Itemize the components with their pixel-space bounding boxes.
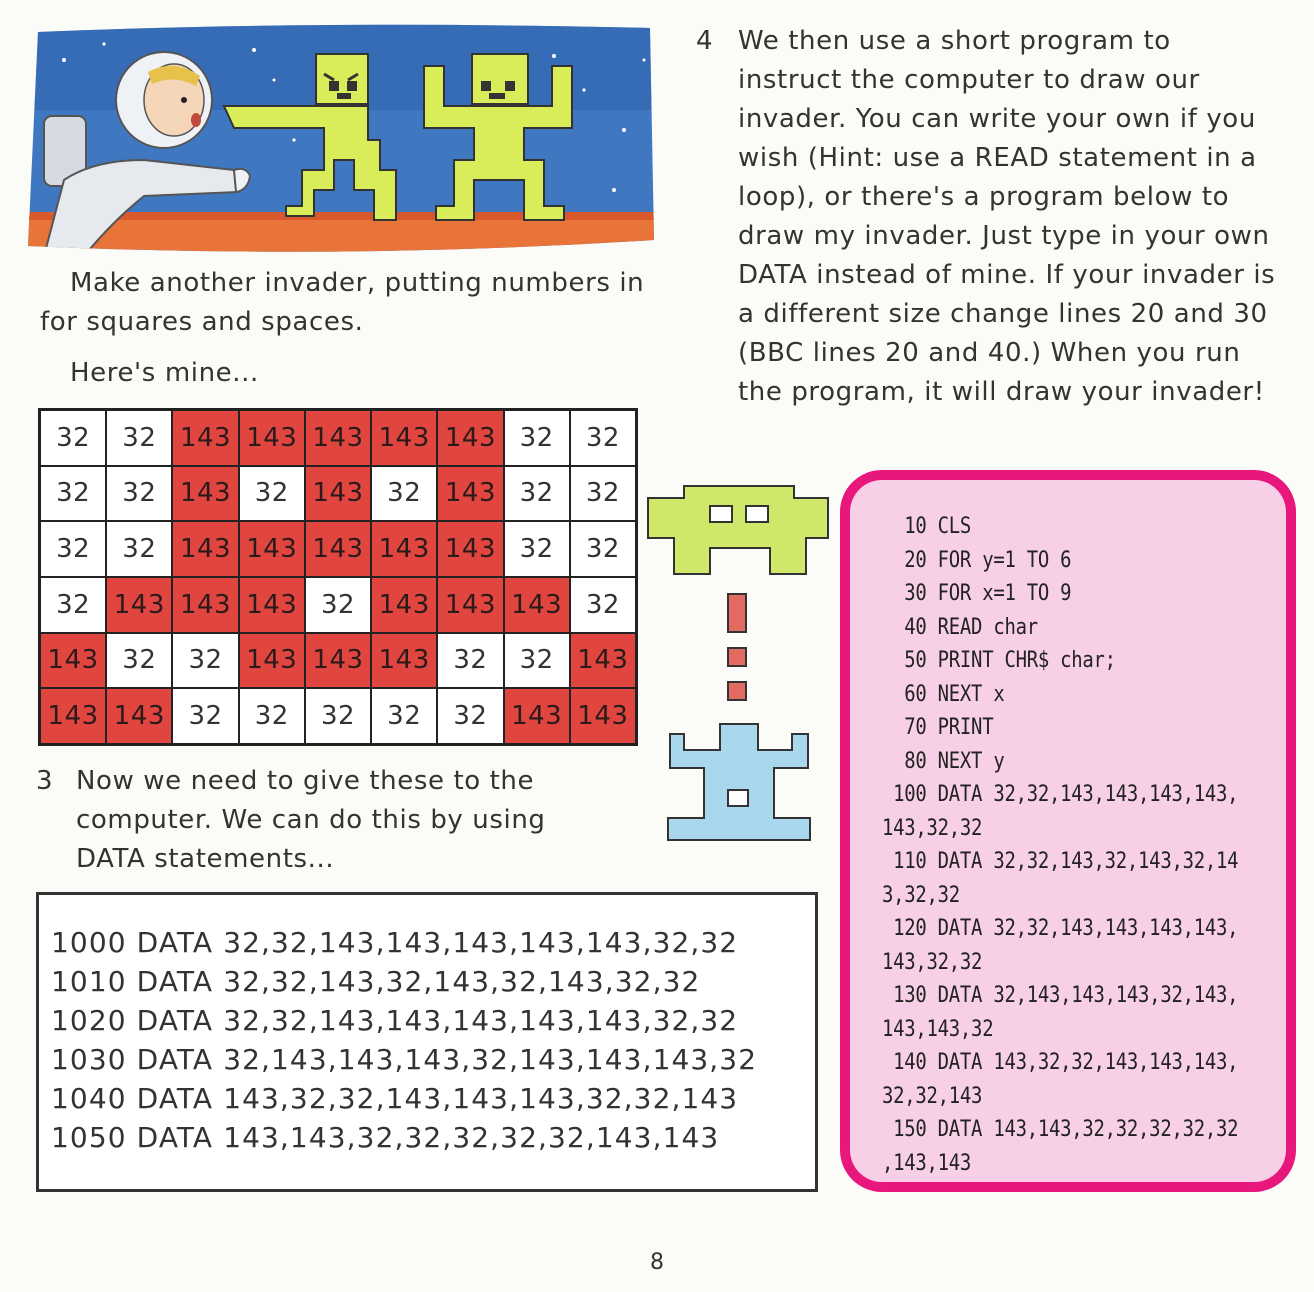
grid-cell: 32 xyxy=(107,634,171,688)
step-4-line: the program, it will draw your invader! xyxy=(738,377,1265,407)
shot-icon xyxy=(728,682,746,700)
grid-cell: 143 xyxy=(372,578,436,632)
program-line: 40 READ char xyxy=(882,614,1038,640)
program-line: 30 FOR x=1 TO 9 xyxy=(882,581,1072,606)
shot-icon xyxy=(728,648,746,666)
program-line: 10 CLS xyxy=(882,514,972,539)
grid-cell: 143 xyxy=(240,411,304,465)
grid-cell: 143 xyxy=(438,411,502,465)
step-4-text xyxy=(738,22,1298,412)
step-4-line: wish (Hint: use a READ statement in a xyxy=(738,143,1257,173)
program-line: ,143,143 xyxy=(882,1150,972,1176)
grid-cell: 32 xyxy=(41,578,105,632)
grid-cell: 143 xyxy=(372,634,436,688)
step-4-line: We then use a short program to xyxy=(738,26,1171,56)
program-line: 50 PRINT CHR$ char; xyxy=(882,648,1116,673)
grid-cell: 32 xyxy=(41,467,105,521)
program-line: 32,32,143 xyxy=(882,1083,983,1109)
grid-cell: 143 xyxy=(571,689,635,743)
grid-cell: 32 xyxy=(107,522,171,576)
data-statement-line: 1020 DATA 32,32,143,143,143,143,143,32,32 xyxy=(51,1004,739,1037)
program-listing-box xyxy=(840,470,1296,1192)
grid-cell: 32 xyxy=(41,411,105,465)
grid-cell: 143 xyxy=(41,634,105,688)
step-4-line: (BBC lines 20 and 40.) When you run xyxy=(738,338,1241,368)
program-line: 143,32,32 xyxy=(882,949,983,975)
program-line: 150 DATA 143,143,32,32,32,32,32 xyxy=(882,1117,1239,1142)
program-line: 130 DATA 32,143,143,143,32,143, xyxy=(882,983,1239,1008)
grid-cell: 143 xyxy=(306,634,370,688)
grid-cell: 143 xyxy=(173,467,237,521)
heres-mine-label: Here's mine... xyxy=(70,358,259,388)
data-statement-line: 1050 DATA 143,143,32,32,32,32,32,143,143 xyxy=(51,1121,720,1154)
grid-cell: 32 xyxy=(306,578,370,632)
grid-cell: 32 xyxy=(372,467,436,521)
invader-number-grid xyxy=(38,408,638,746)
data-statement-line: 1010 DATA 32,32,143,32,143,32,143,32,32 xyxy=(51,965,701,998)
grid-cell: 32 xyxy=(571,467,635,521)
program-line: 20 FOR y=1 TO 6 xyxy=(882,547,1072,573)
program-line: 110 DATA 32,32,143,32,143,32,14 xyxy=(882,849,1239,874)
grid-cell: 143 xyxy=(438,578,502,632)
data-statement-line: 1040 DATA 143,32,32,143,143,143,32,32,143 xyxy=(51,1082,739,1115)
data-statements-box xyxy=(36,892,818,1192)
program-line: 143,143,32 xyxy=(882,1016,994,1042)
grid-cell: 32 xyxy=(438,689,502,743)
green-invader-icon xyxy=(648,486,828,574)
invader-pixel-art xyxy=(644,478,834,848)
step-4-line: instruct the computer to draw our xyxy=(738,65,1200,95)
grid-cell: 32 xyxy=(505,411,569,465)
grid-cell: 143 xyxy=(505,578,569,632)
grid-cell: 32 xyxy=(372,689,436,743)
shot-icon xyxy=(728,594,746,632)
astronaut-invaders-illustration xyxy=(24,20,656,256)
grid-cell: 143 xyxy=(306,467,370,521)
step-3-line: DATA statements... xyxy=(76,844,335,874)
step-3-line: computer. We can do this by using xyxy=(76,805,546,835)
grid-cell: 143 xyxy=(306,522,370,576)
grid-cell: 143 xyxy=(372,411,436,465)
grid-cell: 32 xyxy=(240,467,304,521)
grid-cell: 143 xyxy=(306,411,370,465)
grid-cell: 32 xyxy=(505,634,569,688)
program-line: 70 PRINT xyxy=(882,715,994,740)
step-4-line: DATA instead of mine. If your invader is xyxy=(738,260,1276,290)
grid-cell: 143 xyxy=(107,689,171,743)
step-4-number: 4 xyxy=(696,26,714,56)
step-3-line: Now we need to give these to the xyxy=(76,766,535,796)
grid-cell: 143 xyxy=(240,634,304,688)
grid-cell: 32 xyxy=(438,634,502,688)
grid-cell: 32 xyxy=(571,578,635,632)
program-line: 60 NEXT x xyxy=(882,681,1005,707)
grid-cell: 143 xyxy=(438,522,502,576)
program-line: 80 NEXT y xyxy=(882,748,1005,774)
grid-cell: 143 xyxy=(107,578,171,632)
step-4-line: loop), or there's a program below to xyxy=(738,182,1230,212)
grid-cell: 143 xyxy=(438,467,502,521)
grid-cell: 143 xyxy=(41,689,105,743)
grid-cell: 143 xyxy=(372,522,436,576)
grid-cell: 32 xyxy=(571,411,635,465)
grid-cell: 143 xyxy=(571,634,635,688)
grid-cell: 32 xyxy=(505,522,569,576)
grid-cell: 143 xyxy=(240,578,304,632)
data-statement-line: 1000 DATA 32,32,143,143,143,143,143,32,32 xyxy=(51,926,739,959)
step-3-text xyxy=(76,762,616,879)
grid-cell: 143 xyxy=(173,578,237,632)
grid-cell: 143 xyxy=(173,411,237,465)
step-3-number: 3 xyxy=(36,766,54,796)
grid-cell: 32 xyxy=(173,689,237,743)
page-number: 8 xyxy=(650,1250,664,1275)
grid-cell: 143 xyxy=(173,522,237,576)
grid-cell: 32 xyxy=(41,522,105,576)
grid-cell: 143 xyxy=(240,522,304,576)
step-4-line: invader. You can write your own if you xyxy=(738,104,1256,134)
blue-ship-icon xyxy=(668,724,810,840)
grid-cell: 32 xyxy=(505,467,569,521)
grid-cell: 143 xyxy=(505,689,569,743)
program-line: 120 DATA 32,32,143,143,143,143, xyxy=(882,916,1239,941)
program-line: 3,32,32 xyxy=(882,882,960,908)
grid-cell: 32 xyxy=(571,522,635,576)
grid-cell: 32 xyxy=(173,634,237,688)
program-listing xyxy=(850,480,1286,1182)
intro-paragraph: Make another invader, putting numbers in for squares and spaces. xyxy=(40,268,645,337)
grid-cell: 32 xyxy=(240,689,304,743)
program-line: 140 DATA 143,32,32,143,143,143, xyxy=(882,1050,1239,1075)
step-4-line: a different size change lines 20 and 30 xyxy=(738,299,1268,329)
grid-cell: 32 xyxy=(107,411,171,465)
program-line: 100 DATA 32,32,143,143,143,143, xyxy=(882,782,1239,807)
grid-cell: 32 xyxy=(306,689,370,743)
step-4-line: draw my invader. Just type in your own xyxy=(738,221,1270,251)
data-statement-line: 1030 DATA 32,143,143,143,32,143,143,143,32 xyxy=(51,1043,758,1076)
grid-cell: 32 xyxy=(107,467,171,521)
program-line: 143,32,32 xyxy=(882,815,983,841)
